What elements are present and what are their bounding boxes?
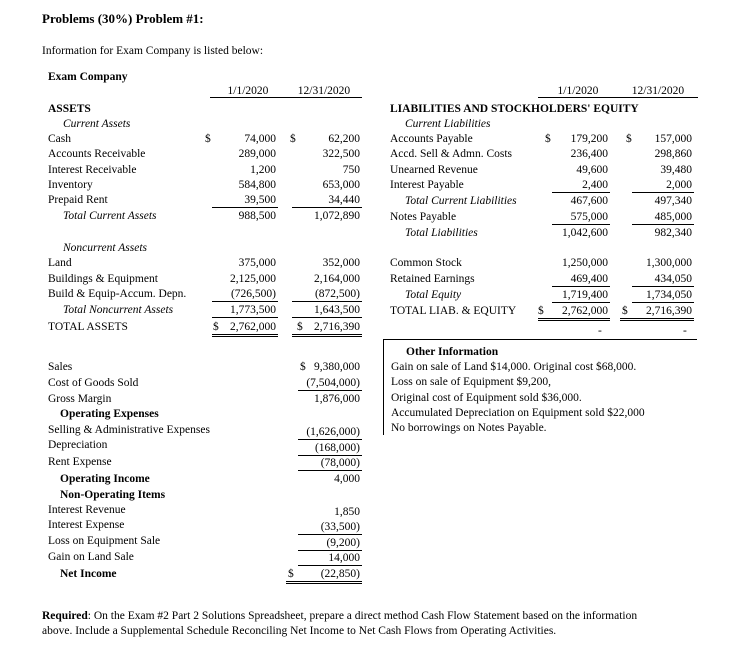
total-equity-label: Total Equity — [405, 289, 462, 301]
liabilities-header: LIABILITIES AND STOCKHOLDERS' EQUITY — [390, 103, 639, 115]
intro-text: Information for Exam Company is listed below: — [42, 45, 264, 57]
notes-payable-value-2: 485,000 — [654, 211, 692, 223]
asset-label: Buildings & Equipment — [48, 273, 158, 285]
liab-value-1: 179,200 — [570, 133, 608, 145]
currency-symbol: $ — [545, 133, 551, 145]
asset-label: Land — [48, 257, 72, 269]
asset-value-2: 750 — [342, 164, 360, 176]
notes-payable-value-1: 575,000 — [570, 211, 608, 223]
current-liabilities-header: Current Liabilities — [405, 118, 491, 130]
current-assets-header: Current Assets — [63, 118, 131, 130]
asset-label: Cash — [48, 133, 71, 145]
asset-value-1: 375,000 — [238, 257, 276, 269]
income-value: (1,626,000) — [306, 426, 360, 438]
income-value: 1,850 — [334, 506, 360, 518]
income-value: (33,500) — [320, 521, 360, 533]
income-label: Interest Expense — [48, 519, 125, 531]
currency-symbol: $ — [538, 305, 544, 317]
total-assets-label: TOTAL ASSETS — [48, 321, 128, 333]
currency-symbol: $ — [297, 321, 303, 333]
asset-label: Accounts Receivable — [48, 148, 146, 160]
total-liab-equity-label: TOTAL LIAB. & EQUITY — [390, 305, 517, 317]
total-current-liab-value-1: 467,600 — [570, 195, 608, 207]
income-label: Sales — [48, 361, 73, 373]
op-income-label: Operating Income — [60, 473, 150, 485]
noncurrent-assets-header: Noncurrent Assets — [63, 242, 148, 254]
net-income-value: (22,850) — [320, 568, 360, 580]
total-liab-equity-value-2: 2,716,390 — [646, 305, 692, 317]
other-info-line: Loss on sale of Equipment $9,200, — [391, 376, 552, 388]
liab-value-1: 236,400 — [570, 148, 608, 160]
difference-check-1: - — [598, 325, 602, 337]
asset-value-2: 653,000 — [322, 179, 360, 191]
other-info-title: Other Information — [406, 346, 499, 358]
income-label: Loss on Equipment Sale — [48, 535, 161, 547]
op-income-value: 4,000 — [334, 473, 360, 485]
required-label: Required — [42, 610, 88, 622]
total-current-liab-label: Total Current Liabilities — [405, 195, 517, 207]
asset-value-1: 39,500 — [244, 194, 276, 206]
required-text-1: : On the Exam #2 Part 2 Solutions Spreadsheet, prepare a direct method Cash Flow Statement based on the information — [87, 610, 638, 622]
required-paragraph — [42, 609, 637, 623]
liab-date-1: 1/1/2020 — [557, 85, 599, 97]
income-label: Interest Revenue — [48, 504, 126, 516]
liab-value-2: 2,000 — [666, 179, 692, 191]
assets-header: ASSETS — [48, 103, 91, 115]
equity-label: Retained Earnings — [390, 273, 475, 285]
total-noncurrent-assets-value-1: 1,773,500 — [230, 304, 276, 316]
total-liab-equity-value-1: 2,762,000 — [562, 305, 608, 317]
total-noncurrent-assets-label: Total Noncurrent Assets — [63, 304, 174, 316]
income-value: (7,504,000) — [306, 377, 360, 389]
other-info-line: Original cost of Equipment sold $36,000. — [391, 392, 582, 404]
page-title: Problems (30%) Problem #1: — [42, 11, 204, 26]
opex-header: Operating Expenses — [60, 408, 159, 420]
other-info-line: Gain on sale of Land $14,000. Original cost $68,000. — [391, 361, 637, 373]
income-label: Gain on Land Sale — [48, 551, 134, 563]
liab-value-1: 2,400 — [582, 179, 608, 191]
total-noncurrent-assets-value-2: 1,643,500 — [314, 304, 360, 316]
liab-value-2: 39,480 — [660, 164, 692, 176]
liab-label: Accd. Sell & Admn. Costs — [390, 148, 513, 160]
asset-value-1: (726,500) — [230, 288, 276, 300]
total-current-assets-value-2: 1,072,890 — [314, 210, 360, 222]
total-liab-value-1: 1,042,600 — [562, 227, 608, 239]
net-income-label: Net Income — [60, 568, 117, 580]
total-liab-value-2: 982,340 — [654, 227, 692, 239]
income-label: Rent Expense — [48, 456, 112, 468]
liab-value-2: 157,000 — [654, 133, 692, 145]
liab-value-2: 298,860 — [654, 148, 692, 160]
currency-symbol: $ — [300, 361, 306, 373]
currency-symbol: $ — [622, 305, 628, 317]
liab-date-2: 12/31/2020 — [631, 85, 685, 97]
income-value: (78,000) — [320, 457, 360, 469]
income-value: 14,000 — [328, 552, 360, 564]
asset-label: Inventory — [48, 179, 93, 191]
asset-value-2: 34,440 — [328, 194, 360, 206]
equity-value-2: 434,050 — [654, 273, 692, 285]
asset-value-2: 322,500 — [322, 148, 360, 160]
income-label: Depreciation — [48, 439, 108, 451]
asset-value-2: (872,500) — [314, 288, 360, 300]
asset-value-1: 584,800 — [238, 179, 276, 191]
other-info-line: Accumulated Depreciation on Equipment sold $22,000 — [391, 407, 645, 419]
income-label: Selling & Administrative Expenses — [48, 424, 210, 436]
total-liab-label: Total Liabilities — [405, 227, 478, 239]
required-text-2: above. Include a Supplemental Schedule Reconciling Net Income to Net Cash Flows from Operating Activities. — [42, 625, 557, 637]
equity-value-2: 1,300,000 — [646, 257, 692, 269]
total-current-assets-value-1: 988,500 — [238, 210, 276, 222]
total-equity-value-2: 1,734,050 — [646, 289, 692, 301]
currency-symbol: $ — [626, 133, 632, 145]
total-assets-value-2: 2,716,390 — [314, 321, 360, 333]
equity-value-1: 469,400 — [570, 273, 608, 285]
asset-value-2: 2,164,000 — [314, 273, 360, 285]
notes-payable-label: Notes Payable — [390, 211, 457, 223]
total-current-assets-label: Total Current Assets — [63, 210, 157, 222]
other-info-line: No borrowings on Notes Payable. — [391, 422, 547, 434]
asset-value-1: 1,200 — [250, 164, 276, 176]
asset-value-1: 289,000 — [238, 148, 276, 160]
asset-value-1: 74,000 — [244, 133, 276, 145]
asset-label: Prepaid Rent — [48, 194, 108, 206]
income-label: Gross Margin — [48, 393, 112, 405]
currency-symbol: $ — [213, 321, 219, 333]
asset-label: Build & Equip-Accum. Depn. — [48, 288, 187, 300]
income-value: 9,380,000 — [314, 361, 360, 373]
nonop-header: Non-Operating Items — [60, 489, 166, 501]
currency-symbol: $ — [290, 133, 296, 145]
currency-symbol: $ — [288, 568, 294, 580]
asset-value-2: 62,200 — [328, 133, 360, 145]
liab-value-1: 49,600 — [576, 164, 608, 176]
equity-value-1: 1,250,000 — [562, 257, 608, 269]
company-name: Exam Company — [48, 71, 128, 83]
liab-label: Interest Payable — [390, 179, 464, 191]
income-label: Cost of Goods Sold — [48, 377, 139, 389]
liab-label: Accounts Payable — [390, 133, 473, 145]
income-value: 1,876,000 — [314, 393, 360, 405]
currency-symbol: $ — [205, 133, 211, 145]
total-equity-value-1: 1,719,400 — [562, 289, 608, 301]
income-value: (9,200) — [326, 537, 360, 549]
income-value: (168,000) — [314, 442, 360, 454]
assets-date-1: 1/1/2020 — [227, 85, 269, 97]
asset-value-2: 352,000 — [322, 257, 360, 269]
difference-check-2: - — [683, 325, 687, 337]
total-current-liab-value-2: 497,340 — [654, 195, 692, 207]
asset-label: Interest Receivable — [48, 164, 137, 176]
total-assets-value-1: 2,762,000 — [230, 321, 276, 333]
liab-label: Unearned Revenue — [390, 164, 478, 176]
equity-label: Common Stock — [390, 257, 462, 269]
asset-value-1: 2,125,000 — [230, 273, 276, 285]
assets-date-2: 12/31/2020 — [297, 85, 351, 97]
